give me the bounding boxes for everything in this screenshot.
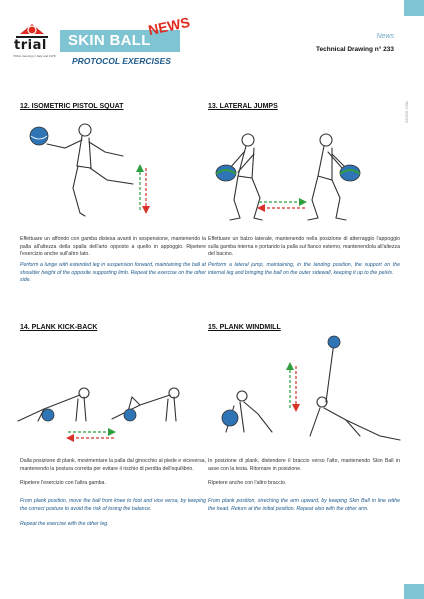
exercise-14-text-it: Dalla posizione di plank, movimentare la palla dal ginocchio al piede e viceversa, mantenendo la postura corretta per evitare il rischio di perdita dell'equilibrio. (20, 458, 206, 472)
exercise-13-title: 13. LATERAL JUMPS (208, 103, 278, 110)
exercise-15-text-en: From plank position, streching the arm upward, by keeping Skin Ball in line withe the head. Return at the initial position. Repeat also with the other arm. (208, 498, 400, 512)
exercise-12-text-it: Effettuare un affondo con gamba distesa avanti in sospensione, mantenendo la palla all'altezza della spalla dell'arto opposto a quello in appoggio. Ripetere l'esercizio anche sull'altro lato. (20, 236, 206, 258)
exercise-12-title: 12. ISOMETRIC PISTOL SQUAT (20, 103, 124, 110)
exercise-14-text-en-2: Repeat the exercise with the other leg. (20, 521, 109, 527)
banner-title: SKIN BALL (60, 30, 180, 52)
exercise-13-text-en: Perform a lateral jump, maintaining, in the landing position, the support on the internal leg and bringing the ball on the outer sidewall, keeping it up to the pelvis. (208, 262, 400, 276)
exercise-15-text-it-2: Ripetere anche con l'altro braccio. (208, 480, 287, 486)
exercise-14-text-it-2: Ripetere l'esercizio con l'altra gamba. (20, 480, 106, 486)
exercise-14-title: 14. PLANK KICK-BACK (20, 324, 98, 331)
edge-tab-bottom (404, 584, 424, 599)
exercise-15-title: 15. PLANK WINDMILL (208, 324, 281, 331)
section-label: News (376, 33, 394, 40)
exercise-14-text-en: From plank position, move the ball from knee to foot and vice versa, by keeping the correct posture to avoid the risk of losing the balance. (20, 498, 206, 512)
exercise-13-text-it: Effettuare un balzo laterale, mantenendo nella posizione di atterraggio l'appoggio sulla gamba interna e portando la palla sul fianco esterno, mantenendola all'altezza del bacino. (208, 236, 400, 258)
logo-tagline: TRIAL Gaming in Italy and 1978 (13, 54, 56, 58)
edge-tab-top (404, 0, 424, 16)
horizontal-arrows-icon (66, 428, 116, 442)
horizontal-arrows-icon (257, 198, 307, 212)
vertical-arrows-icon (286, 362, 300, 412)
news-stamp: NEWS (146, 13, 192, 39)
page-subtitle: PROTOCOL EXERCISES (72, 56, 171, 66)
lateral-jumps-illustration (208, 118, 408, 228)
drawing-number: Technical Drawing n° 233 (316, 46, 394, 53)
vertical-arrows-icon (136, 164, 150, 214)
plank-windmill-illustration (210, 336, 410, 446)
logo-wordmark: trial (14, 38, 47, 53)
revision-code: REV 0/2020 (405, 101, 410, 123)
exercise-12-text-en: Perform a lunge with extended leg in suspension forward, maintaining the ball at shoulder height of the opposite supporting limb. Repeat the exercise on the other side. (20, 262, 206, 284)
exercise-15-text-it: In posizione di plank, distendere il braccio verso l'alto, mantenendo Skin Ball in asse con la testa. Ritornare in posizione. (208, 458, 400, 472)
